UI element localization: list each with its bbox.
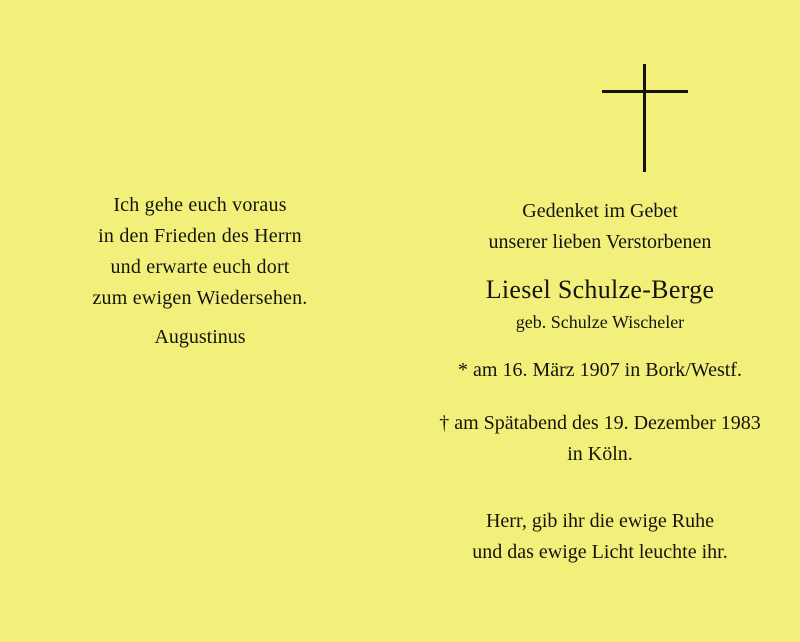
right-page	[400, 0, 800, 642]
death-line: in Köln.	[567, 443, 633, 465]
verse-line: Ich gehe euch voraus	[113, 194, 287, 216]
prayer-line: Herr, gib ihr die ewige Ruhe	[485, 510, 715, 532]
intro-line: unserer lieben Verstorbenen	[488, 231, 712, 253]
deceased-name: Liesel Schulze-Berge	[485, 275, 715, 304]
verse-line: zum ewigen Wiedersehen.	[92, 287, 308, 309]
verse-text	[0, 190, 400, 314]
birth-date: * am 16. März 1907 in Bork/Westf.	[458, 359, 742, 381]
memorial-intro	[400, 196, 800, 258]
latin-cross-icon	[602, 64, 688, 172]
death-date	[400, 408, 800, 470]
intro-line: Gedenket im Gebet	[522, 200, 678, 222]
death-line: † am Spätabend des 19. Dezember 1983	[439, 412, 761, 434]
verse-author: Augustinus	[154, 326, 246, 348]
cross-vertical-bar	[643, 64, 646, 172]
prayer-line: und das ewige Licht leuchte ihr.	[472, 541, 728, 563]
cross-horizontal-bar	[602, 90, 688, 93]
prayer-text	[400, 506, 800, 568]
deceased-maiden-name: geb. Schulze Wischeler	[515, 312, 685, 332]
verse-line: in den Frieden des Herrn	[98, 225, 302, 247]
verse-line: und erwarte euch dort	[110, 256, 290, 278]
